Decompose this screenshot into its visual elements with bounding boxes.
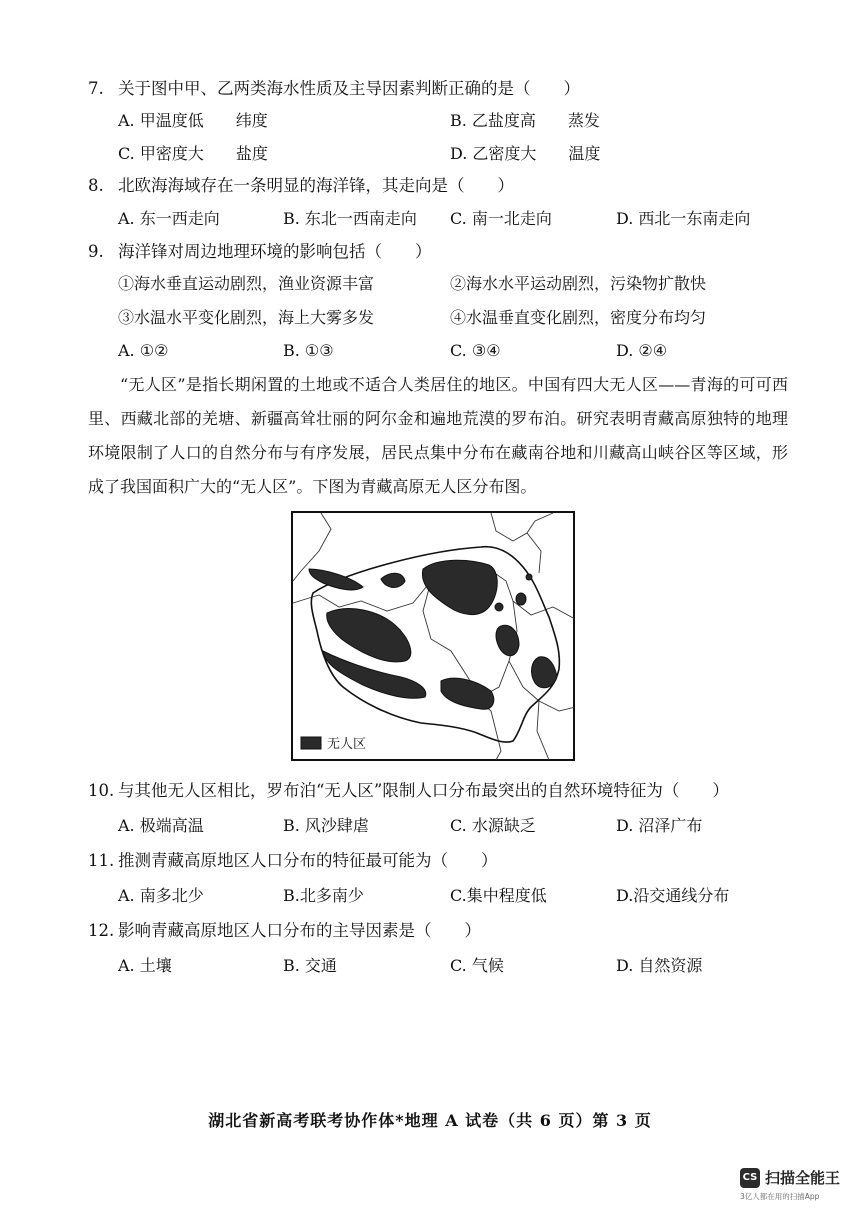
- question-12-option-c[interactable]: C. 气候: [450, 956, 504, 975]
- question-12-option-b[interactable]: B. 交通: [283, 956, 337, 975]
- map-frame: [292, 512, 574, 760]
- question-8-option-d[interactable]: D. 西北一东南走向: [616, 209, 751, 228]
- question-9-option-d[interactable]: D. ②④: [616, 341, 668, 360]
- reading-passage: [88, 368, 788, 504]
- question-7-stem: 7. 关于图中甲、乙两类海水性质及主导因素判断正确的是（ ）: [88, 79, 580, 98]
- question-11-option-a[interactable]: A. 南多北少: [118, 886, 204, 905]
- question-12-stem: 12. 影响青藏高原地区人口分布的主导因素是（ ）: [88, 921, 481, 940]
- question-9-option-a[interactable]: A. ①②: [118, 341, 169, 360]
- question-10-stem: 10. 与其他无人区相比，罗布泊“无人区”限制人口分布最突出的自然环境特征为（ ）: [88, 781, 729, 800]
- map-figure: [291, 511, 575, 761]
- zone-dot-3: [526, 574, 532, 580]
- question-10-option-b[interactable]: B. 风沙肆虐: [283, 816, 369, 835]
- question-10-option-d[interactable]: D. 沼泽广布: [616, 816, 703, 835]
- passage-paragraph: “无人区”是指长期闲置的土地或不适合人类居住的地区。中国有四大无人区——青海的可可西里、西藏北部的羌塘、新疆高耸壮丽的阿尔金和遍地荒漠的罗布泊。研究表明青藏高原独特的地理环境限制了人口的自然分布与有序发展，居民点集中分布在藏南谷地和川藏高山峡谷区等区域，形成了我国面积广大的“无人区”。下图为青藏高原无人区分布图。: [88, 375, 788, 496]
- question-7-option-d[interactable]: D. 乙密度大 温度: [450, 144, 601, 163]
- question-9-option-c[interactable]: C. ③④: [450, 341, 501, 360]
- legend-label: 无人区: [327, 737, 367, 752]
- question-7-option-b[interactable]: B. 乙盐度高 蒸发: [450, 111, 600, 130]
- question-11-stem: 11. 推测青藏高原地区人口分布的特征最可能为（ ）: [88, 851, 498, 870]
- question-7-option-a[interactable]: A. 甲温度低 纬度: [118, 111, 268, 130]
- question-9-statement-1: ①海水垂直运动剧烈，渔业资源丰富: [118, 274, 375, 293]
- brand-tagline: 3亿人都在用的扫描App: [740, 1192, 820, 1201]
- question-11-option-b[interactable]: B.北多南少: [283, 886, 364, 905]
- brand-name: 扫描全能王: [765, 1169, 841, 1187]
- question-8-stem: 8. 北欧海海域存在一条明显的海洋锋，其走向是（ ）: [88, 176, 514, 195]
- question-9-statement-4: ④水温垂直变化剧烈，密度分布均匀: [450, 308, 707, 327]
- camscanner-logo-icon: CS: [740, 1168, 760, 1188]
- page-footer: 湖北省新高考联考协作体*地理 A 试卷（共 6 页）第 3 页: [208, 1111, 652, 1130]
- question-11-option-d[interactable]: D.沿交通线分布: [616, 886, 730, 905]
- question-9-option-b[interactable]: B. ①③: [283, 341, 334, 360]
- question-12-option-d[interactable]: D. 自然资源: [616, 956, 703, 975]
- question-8-option-b[interactable]: B. 东北一西南走向: [283, 209, 417, 228]
- question-8-option-c[interactable]: C. 南一北走向: [450, 209, 552, 228]
- zone-dot-2: [495, 603, 503, 611]
- question-12-option-a[interactable]: A. 土壤: [118, 956, 172, 975]
- question-9-stem: 9. 海洋锋对周边地理环境的影响包括（ ）: [88, 242, 432, 261]
- question-7-option-c[interactable]: C. 甲密度大 盐度: [118, 144, 268, 163]
- question-10-option-a[interactable]: A. 极端高温: [118, 816, 204, 835]
- question-10-option-c[interactable]: C. 水源缺乏: [450, 816, 536, 835]
- tibet-uninhabited-zone-map: [291, 511, 575, 761]
- question-11-option-c[interactable]: C.集中程度低: [450, 886, 547, 905]
- question-9-statement-2: ②海水水平运动剧烈，污染物扩散快: [450, 274, 707, 293]
- scanner-watermark: [740, 1168, 850, 1208]
- zone-dot-1: [516, 593, 526, 605]
- question-9-statement-3: ③水温水平变化剧烈，海上大雾多发: [118, 308, 375, 327]
- legend-swatch: [301, 737, 321, 749]
- question-8-option-a[interactable]: A. 东一西走向: [118, 209, 220, 228]
